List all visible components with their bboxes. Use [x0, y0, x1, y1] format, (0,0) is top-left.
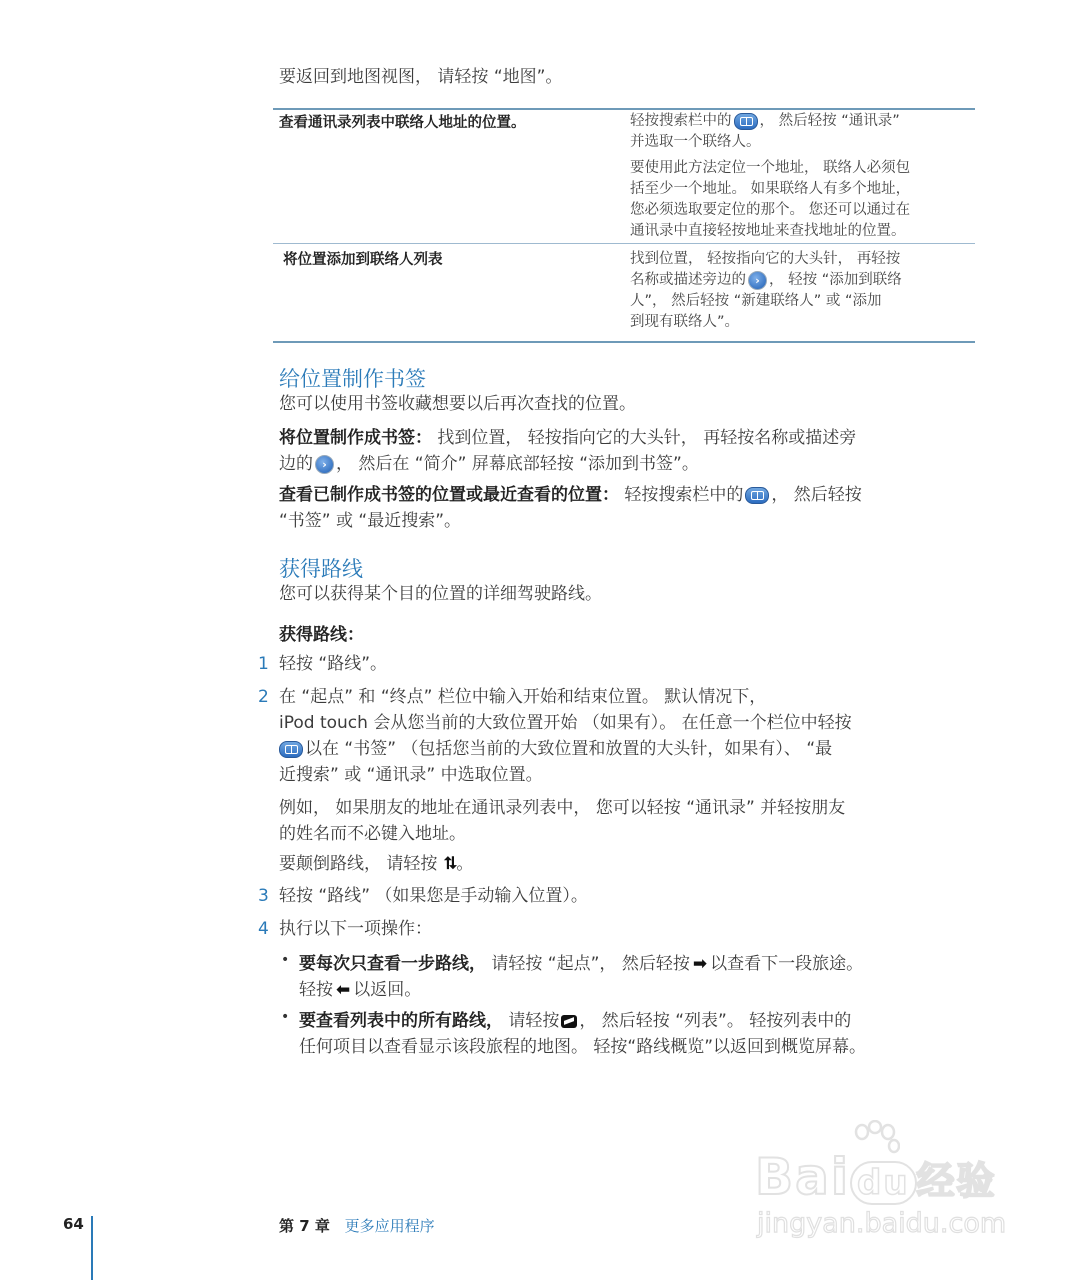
note-line: 您必须选取要定位的那个。 您还可以通过在 — [630, 202, 911, 218]
example-line: 例如， 如果朋友的地址在通讯录列表中， 您可以轻按 “通讯录” 并轻按朋友 — [279, 798, 846, 818]
baidu-watermark — [755, 1120, 1005, 1245]
chapter-number: 第 7 章 — [279, 1217, 330, 1235]
watermark-url: jingyan.baidu.com — [757, 1208, 1007, 1239]
example-text — [279, 795, 979, 847]
watermark-cn: 经验 — [916, 1159, 997, 1203]
para-text: “书签” 或 “最近搜索”。 — [279, 511, 462, 531]
bullet-text: 请轻按 “起点”， 然后轻按 — [486, 954, 690, 974]
step-1-text: 轻按 “路线”。 — [279, 654, 388, 674]
footer-chapter — [279, 1215, 435, 1236]
page-curl-icon — [561, 1015, 577, 1028]
table-row-2-desc — [630, 249, 975, 333]
note-line: 括至少一个地址。 如果联络人有多个地址， — [630, 181, 911, 197]
desc-text: ， 轻按 “添加到联络 — [769, 272, 902, 288]
bullet-label: 要查看列表中的所有路线， — [299, 1011, 503, 1031]
step-number: 1 — [258, 654, 269, 674]
chapter-title: 更多应用程序 — [344, 1217, 435, 1235]
bookmarks-intro: 您可以使用书签收藏想要以后再次查找的位置。 — [279, 394, 636, 414]
left-arrow-icon: ⬅ — [336, 980, 351, 1000]
watermark-brand-text: Bai — [755, 1148, 850, 1206]
table-row-1-task: 查看通讯录列表中联络人地址的位置。 — [279, 115, 526, 131]
bullet-text: 请轻按 — [503, 1011, 560, 1031]
para-text: ， 然后轻按 — [771, 485, 862, 505]
directions-intro: 您可以获得某个目的位置的详细驾驶路线。 — [279, 584, 602, 604]
desc-text: ， 然后轻按 “通讯录” — [759, 113, 900, 129]
table-row-2-task: 将位置添加到联络人列表 — [283, 252, 443, 268]
step-number: 3 — [258, 886, 269, 906]
desc-text: 轻按搜索栏中的 — [630, 113, 732, 129]
table-row-divider — [273, 243, 975, 244]
desc-text: 人”， 然后轻按 “新建联络人” 或 “添加 — [630, 293, 882, 309]
para-text: 轻按搜索栏中的 — [619, 485, 744, 505]
note-line: 通讯录中直接轻按地址来查找地址的位置。 — [630, 223, 906, 239]
step-4-text: 执行以下一项操作： — [279, 919, 432, 939]
table-top-rule — [273, 108, 975, 110]
reverse-text: 要颠倒路线， 请轻按 — [279, 854, 443, 874]
bullet-label: 要每次只查看一步路线， — [299, 954, 486, 974]
para-text: ， 然后在 “简介” 屏幕底部轻按 “添加到书签”。 — [336, 454, 699, 474]
detail-disclosure-icon: › — [748, 271, 767, 290]
step-number: 2 — [258, 687, 269, 707]
right-arrow-icon: ➡ — [692, 954, 708, 974]
para-text: 找到位置， 轻按指向它的大头针， 再轻按名称或描述旁 — [432, 428, 857, 448]
reverse-text: 。 — [456, 854, 474, 874]
example-line: 的姓名而不必键入地址。 — [279, 824, 466, 844]
detail-disclosure-icon: › — [315, 455, 334, 474]
swap-icon: ⮁ — [442, 854, 457, 874]
reverse-route-text — [279, 851, 473, 877]
bullet-text: 以返回。 — [353, 980, 422, 1000]
table-row-1-note — [630, 158, 975, 242]
step-line: iPod touch 会从您当前的大致位置开始 （如果有）。 在任意一个栏位中轻按 — [279, 713, 852, 733]
bookmarks-icon — [745, 487, 769, 504]
page-number: 64 — [63, 1215, 84, 1233]
step-2-text — [279, 684, 979, 788]
bullet-1 — [299, 951, 989, 1003]
step-3-text: 轻按 “路线” （如果您是手动输入位置）。 — [279, 886, 588, 906]
bullet-dot: • — [281, 1009, 290, 1025]
table-row-1-desc — [630, 111, 975, 242]
bullet-dot: • — [281, 952, 290, 968]
intro-line — [279, 64, 562, 90]
intro-text: 要返回到地图视图， 请轻按 — [279, 67, 494, 87]
para-label: 查看已制作成书签的位置或最近查看的位置： — [279, 485, 619, 505]
step-line: 以在 “书签” （包括您当前的大致位置和放置的大头针，如果有）、 “最 — [305, 739, 833, 759]
desc-text: 名称或描述旁边的 — [630, 272, 746, 288]
intro-quoted: “地图”。 — [493, 67, 563, 87]
desc-text: 并选取一个联络人。 — [630, 134, 761, 150]
steps-label: 获得路线： — [279, 625, 364, 645]
watermark-brand — [755, 1148, 997, 1206]
table-bottom-rule — [273, 341, 975, 343]
step-line: 近搜索” 或 “通讯录” 中选取位置。 — [279, 765, 543, 785]
desc-text: 到现有联络人”。 — [630, 314, 740, 330]
step-number: 4 — [258, 919, 269, 939]
bullet-2 — [299, 1008, 989, 1060]
footer-vertical-rule — [91, 1216, 93, 1280]
para-label: 将位置制作成书签： — [279, 428, 432, 448]
bookmarks-icon — [734, 113, 758, 130]
note-line: 要使用此方法定位一个地址， 联络人必须包 — [630, 160, 911, 176]
step-line: 在 “起点” 和 “终点” 栏位中输入开始和结束位置。 默认情况下， — [279, 687, 767, 707]
bookmarks-icon — [279, 741, 303, 758]
para-text: 边的 — [279, 454, 313, 474]
bullet-text: 任何项目以查看显示该段旅程的地图。 轻按“路线概览”以返回到概览屏幕。 — [299, 1037, 867, 1057]
bookmarks-para-1 — [279, 425, 979, 477]
bullet-text: 轻按 — [299, 980, 333, 1000]
desc-text: 找到位置， 轻按指向它的大头针， 再轻按 — [630, 251, 901, 267]
bullet-text: 以查看下一段旅途。 — [710, 954, 864, 974]
bookmarks-para-2 — [279, 482, 979, 534]
section-heading-bookmarks: 给位置制作书签 — [279, 367, 426, 391]
bullet-text: ， 然后轻按 “列表”。 轻按列表中的 — [579, 1011, 852, 1031]
section-heading-directions: 获得路线 — [279, 557, 363, 581]
watermark-brand-du: du — [850, 1161, 917, 1205]
